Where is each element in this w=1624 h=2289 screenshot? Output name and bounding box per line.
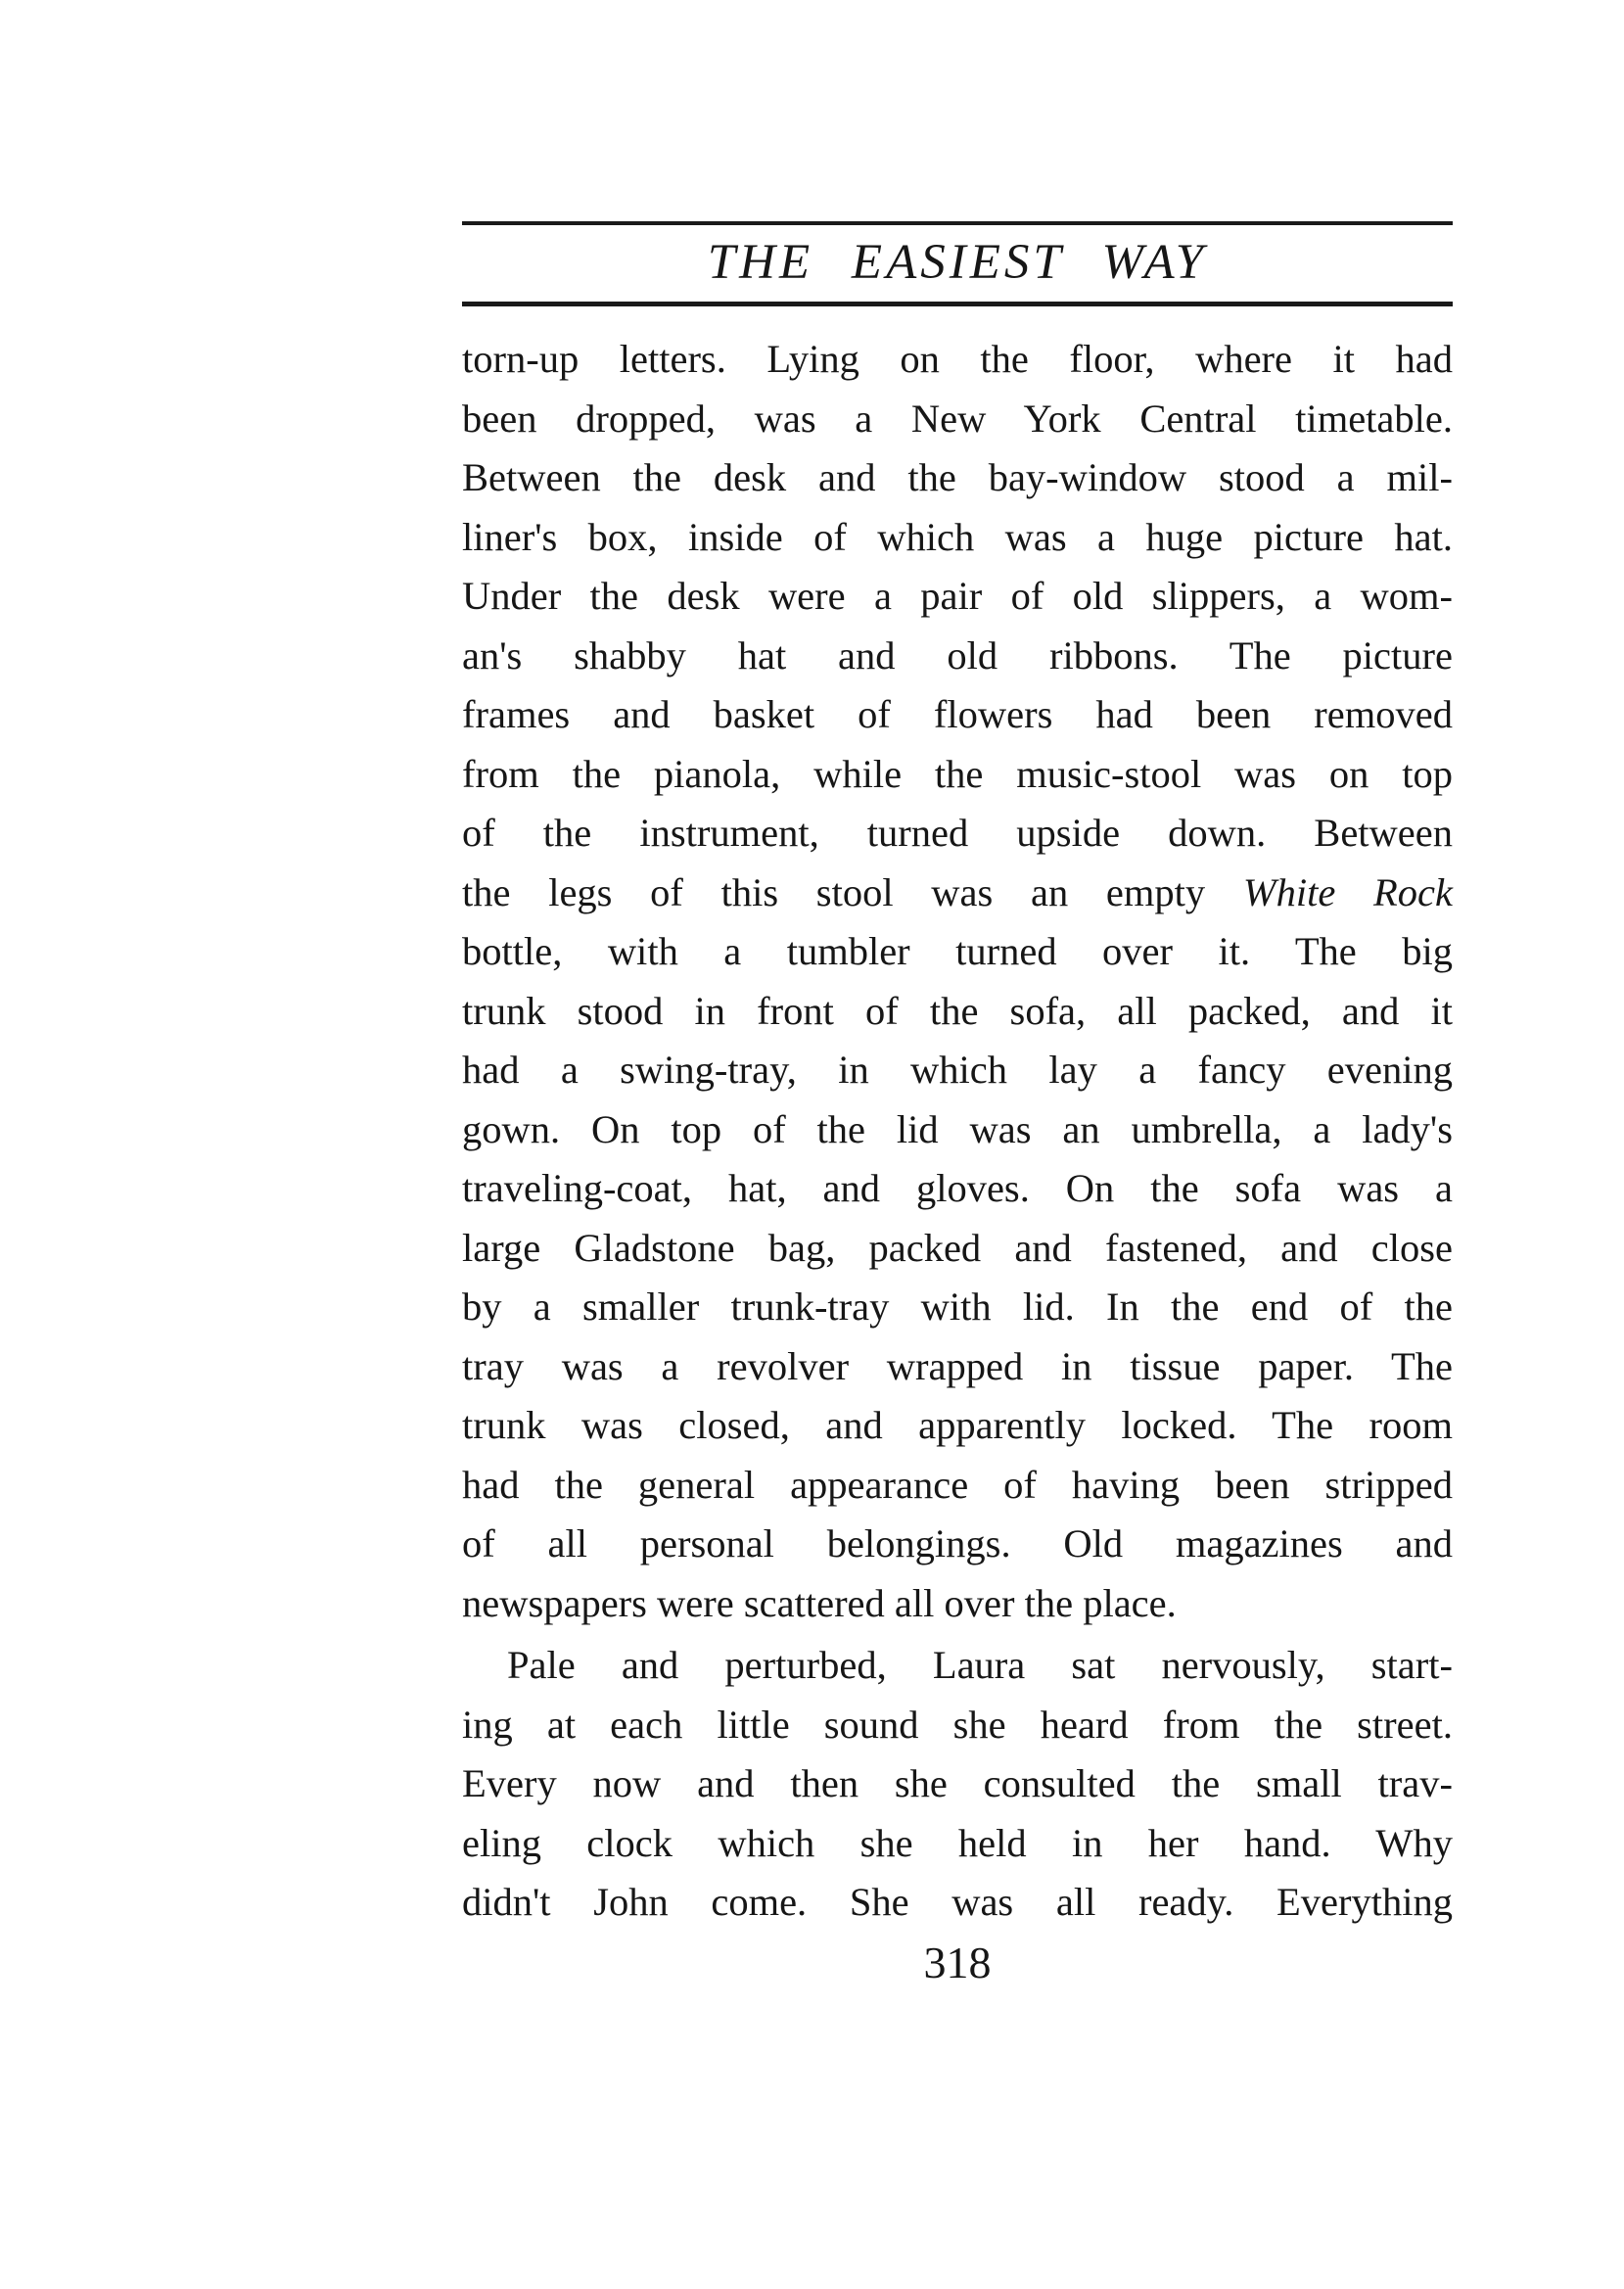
text-line: of all personal belongings. Old magazines and (462, 1521, 1453, 1565)
text-line: newspapers were scattered all over the place. (462, 1580, 1177, 1625)
paragraph-2 (462, 1636, 1453, 1933)
text-line: bottle, with a tumbler turned over it. The big (462, 929, 1453, 973)
text-line: eling clock which she held in her hand. Why (462, 1820, 1453, 1865)
text-line: tray was a revolver wrapped in tissue paper. The (462, 1343, 1453, 1388)
text-line: Pale and perturbed, Laura sat nervously, start- (507, 1643, 1453, 1687)
text-line: torn-up letters. Lying on the floor, where it had (462, 337, 1453, 381)
text-line: trunk stood in front of the sofa, all packed, and it (462, 988, 1453, 1033)
italic-title: White Rock (1242, 869, 1453, 914)
text-line: the legs of this stool was an empty White Rock (462, 869, 1453, 914)
text-line: liner's box, inside of which was a huge picture hat. (462, 514, 1453, 559)
text-line: from the pianola, while the music-stool was on top (462, 751, 1453, 796)
header-rule-bottom (462, 302, 1453, 306)
running-title: THE EASIEST WAY (707, 235, 1208, 290)
text-line: ing at each little sound she heard from the street. (462, 1702, 1453, 1747)
text-line: Under the desk were a pair of old slippers, a wom- (462, 574, 1453, 618)
paragraph-1 (462, 330, 1453, 1633)
text-line: Between the desk and the bay-window stood a mil- (462, 455, 1453, 499)
text-line: of the instrument, turned upside down. Between (462, 811, 1453, 855)
text-line: Every now and then she consulted the small trav- (462, 1761, 1453, 1805)
text-line: by a smaller trunk-tray with lid. In the end of the (462, 1285, 1453, 1329)
text-line: been dropped, was a New York Central timetable. (462, 396, 1453, 441)
text-line: traveling-coat, hat, and gloves. On the sofa was a (462, 1166, 1453, 1210)
text-line: had the general appearance of having been stripped (462, 1462, 1453, 1507)
text-line: gown. On top of the lid was an umbrella, a lady's (462, 1106, 1453, 1151)
text-line: trunk was closed, and apparently locked. The room (462, 1403, 1453, 1447)
text-line: had a swing-tray, in which lay a fancy evening (462, 1048, 1453, 1092)
header-rule-top (462, 221, 1453, 225)
page-number: 318 (923, 1938, 992, 1987)
text-line: frames and basket of flowers had been removed (462, 692, 1453, 736)
text-line: an's shabby hat and old ribbons. The picture (462, 632, 1453, 677)
text-line: didn't John come. She was all ready. Everything (462, 1880, 1453, 1924)
text-line: large Gladstone bag, packed and fastened, and close (462, 1225, 1453, 1270)
